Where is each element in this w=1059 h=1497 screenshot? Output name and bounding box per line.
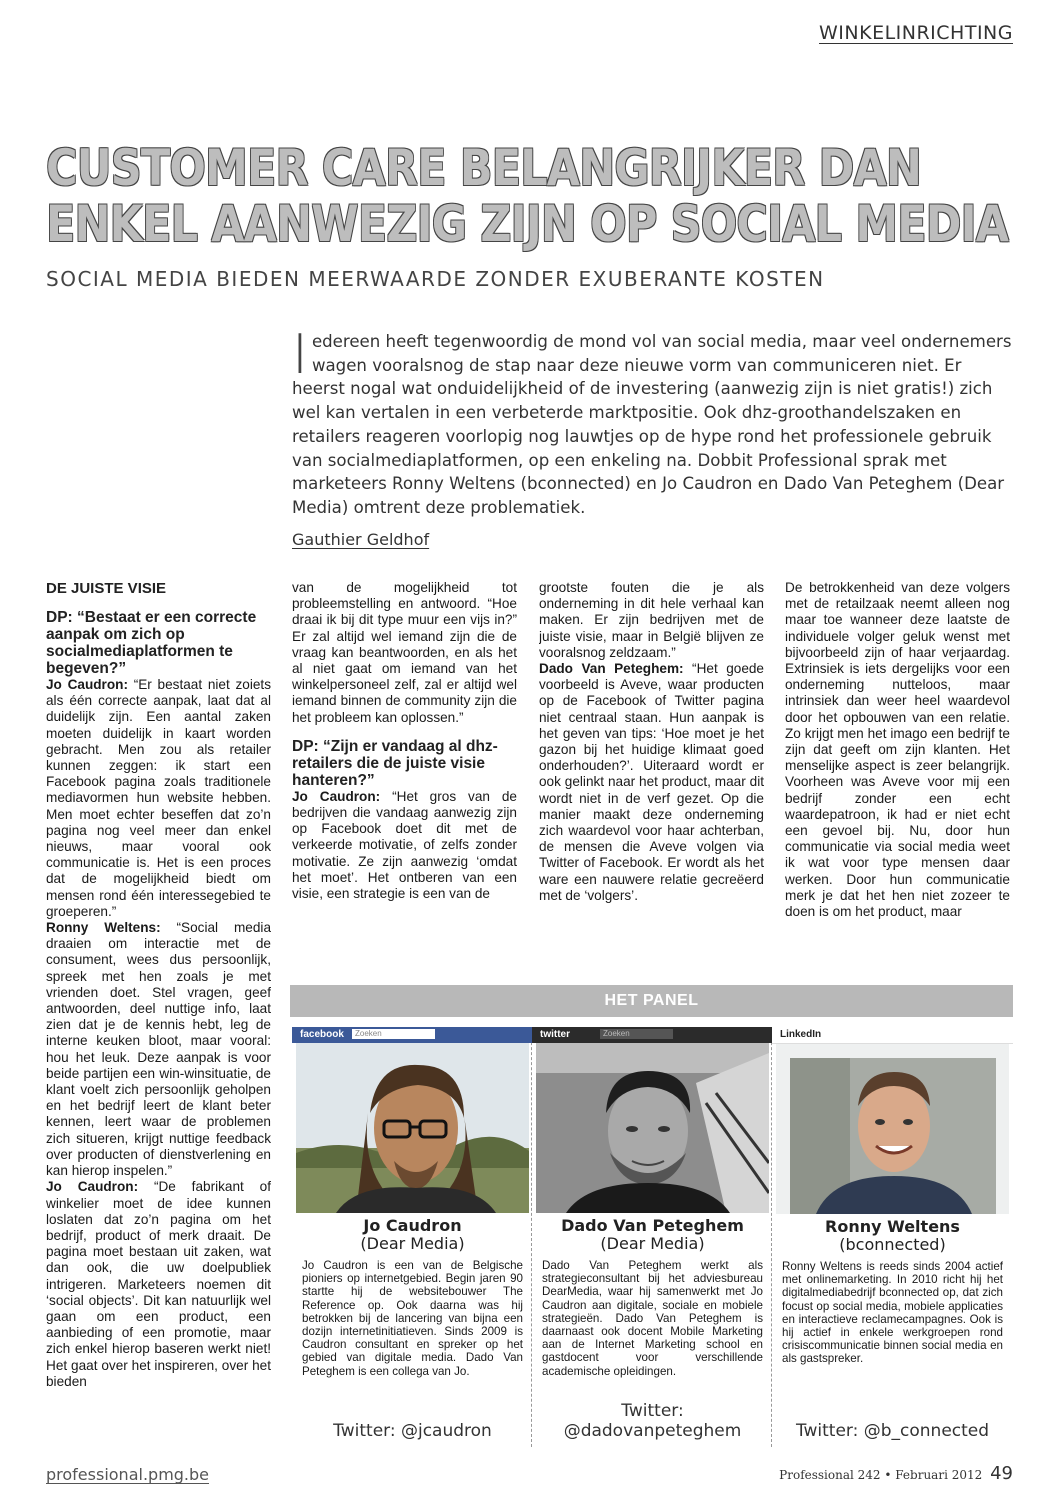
person-name: Dado Van Peteghem: [561, 1216, 744, 1235]
answer-paragraph: [292, 789, 517, 902]
facebook-bar: [292, 1027, 533, 1043]
person-bio: Jo Caudron is een van de Belgische pioniers op internetgebied. Begin jaren 90 startte hij de websitebouwer The Reference op. Ook daarna was hij betrokken bij de lancering van bijna een dozijn internetinitiatieven. Sinds 2009 is Caudron consultant en spreker op het gebied van digitale media. Dado Van Peteghem is een collega van Jo.: [302, 1259, 523, 1378]
answer-paragraph: [46, 1179, 271, 1390]
speaker-name: Jo Caudron:: [292, 788, 381, 804]
answer-text: “De fabrikant of winkelier moet de idee kunnen loslaten dat zo’n pagina om het bedrijf, product of merk draait. De pagina moet bestaan uit zaken, wat dan ook, die uw doelpubliek intrigeren. Marketeers noemen dit ‘social objects’. Dit kan natuurlijk wel gaan om een product, een aanbieding of een promotie, maar zich enkel hierop baseren werkt niet! Het gaat over het inspireren, over het bieden: [46, 1179, 271, 1389]
answer-text: “Er bestaat niet zoiets als één correcte aanpak, laat dat al duidelijk zijn. Een aantal zaken moeten duidelijk in kaart worden gebracht. Men zou als retailer kunnen zeggen: ik start een Facebook pagina zoals traditionele mediavormen hun website hebben. Men moet echter beseffen dat zo’n pagina nog veel meer dan enkel nieuws, maar vooral ook communicatie is. Het is een proces dat de mogelijkheid biedt om mensen rond één interessegebied te groeperen.”: [46, 677, 271, 919]
issue-info: Professional 242 • Februari 2012: [779, 1468, 983, 1482]
body-column-4: [785, 580, 1010, 970]
person-name: Jo Caudron: [363, 1216, 462, 1235]
twitter-handle: Twitter: @dadovanpeteghem: [563, 1401, 742, 1441]
portrait-photo-jo-caudron: [296, 1043, 529, 1213]
article-title-line-2: ENKEL AANWEZIG ZIJN OP SOCIAL MEDIA: [46, 195, 1009, 253]
person-org: (Dear Media): [360, 1234, 465, 1253]
speaker-name: Jo Caudron:: [46, 1179, 139, 1195]
body-paragraph: grootste fouten die je als onderneming in dit hele verhaal kan maken. Er zijn bedrijven met de juiste visie, maar in België blijven ze vooralsnog zeldzaam.”: [539, 580, 764, 660]
twitter-handle: Twitter: @jcaudron: [333, 1421, 492, 1441]
answer-paragraph: [46, 920, 271, 1179]
panel-card-dado-van-peteghem: [532, 1027, 773, 1447]
body-column-1: [46, 580, 271, 1450]
panel-title: HET PANEL: [290, 985, 1013, 1017]
body-paragraph: van de mogelijkheid tot probleemstelling en antwoord. “Hoe draai ik bij dit type muur een vijs in?” Er zal altijd wel iemand zijn die de vraag kan beantwoorden, en als het al niet gaat om iemand van het winkelpersoneel zelf, zal er altijd wel iemand binnen de community zijn die het probleem kan oplossen.”: [292, 580, 517, 725]
footer-website[interactable]: professional.pmg.be: [46, 1465, 210, 1484]
person-name: Ronny Weltens: [825, 1217, 960, 1236]
twitter-bar: [532, 1027, 773, 1043]
article-title: [46, 139, 1009, 253]
speaker-name: Jo Caudron:: [46, 677, 128, 692]
intro-dropcap: I: [292, 323, 308, 386]
question-1: DP: “Bestaat er een correcte aanpak om zich op socialmediaplatformen te begeven?”: [46, 609, 257, 677]
twitter-search-box: Zoeken: [600, 1029, 673, 1039]
article-title-line-1: CUSTOMER CARE BELANGRIJKER DAN: [46, 139, 922, 197]
portrait-photo-ronny-weltens: [776, 1044, 1009, 1214]
answer-text: “Het goede voorbeeld is Aveve, waar producten op de Facebook of Twitter pagina niet centraal staan. Hun aanpak is het geven van tips: ‘Hoe moet je het gazon bij het huidige klimaat goed onderhouden?’. Uiteraard wordt er ook gelinkt naar het product, maar dit wordt niet in de verf gezet. Op die manier maakt deze onderneming zich waardevol voor haar achterban, de mensen die Aveve volgen via Twitter of Facebook. Er wordt als het ware een nauwere relatie gecreëerd met de ‘volgers’.: [539, 661, 764, 903]
body-column-2: [292, 580, 517, 970]
article-intro: [292, 323, 1014, 520]
panel-card-ronny-weltens: [772, 1027, 1013, 1447]
panel-person-name: [532, 1217, 773, 1253]
answer-text: “Social media draaien om interactie met de consument, wees dus persoonlijk, spreek met hen zoals je met vrienden doet. Stel vragen, geef antwoorden, deel nuttige info, laat zien dat je de kennis hebt, leg de interne keuken bloot, maar vooral: hou het leuk. Deze aanpak is voor beide partijen een win-winsituatie, de klant voelt zich persoonlijk geholpen en het bedrijf leert de klant beter kennen, leert waar de problemen zich situeren, krijgt nuttige feedback over producten of dienstverlening en kan hierop inspelen.”: [46, 920, 271, 1179]
article-subtitle: SOCIAL MEDIA BIEDEN MEERWAARDE ZONDER EXUBERANTE KOSTEN: [46, 267, 825, 291]
panel-box: [290, 985, 1013, 1447]
page-number: 49: [990, 1463, 1013, 1484]
panel-person-name: [292, 1217, 533, 1253]
panel-person-name: [772, 1218, 1013, 1254]
facebook-search-box: Zoeken: [352, 1029, 435, 1039]
section-label: WINKELINRICHTING: [819, 22, 1013, 44]
twitter-logo: twitter: [540, 1029, 570, 1040]
twitter-handle: Twitter: @b_connected: [795, 1421, 990, 1441]
person-org: (Dear Media): [600, 1234, 705, 1253]
answer-paragraph: [539, 661, 764, 904]
intro-text: edereen heeft tegenwoordig de mond vol van social media, maar veel ondernemers wagen vooralsnog de stap naar deze nieuwe vorm van communiceren niet. Er heerst nogal wat onduidelijkheid of de investering (aanwezig zijn is niet gratis!) zich wel kan vertalen in een verbeterde marktpositie. Ook dhz-groothandelszaken en retailers reageren voorlopig nog lauwtjes op de hype rond het professionele gebruik van socialmediaplatformen, op een enkeling na. Dobbit Professional sprak met marketeers Ronny Weltens (bconnected) en Jo Caudron en Dado Van Peteghem (Dear Media) omtrent deze problematiek.: [292, 332, 1012, 517]
answer-paragraph: [46, 677, 271, 920]
facebook-logo: facebook: [300, 1029, 344, 1040]
article-author: Gauthier Geldhof: [292, 530, 430, 549]
footer-issue: [779, 1463, 1013, 1484]
speaker-name: Dado Van Peteghem:: [539, 661, 684, 677]
linkedin-bar: [772, 1027, 1013, 1044]
section-heading: DE JUISTE VISIE: [46, 580, 167, 597]
portrait-photo-dado-van-peteghem: [536, 1043, 769, 1213]
linkedin-logo: LinkedIn: [780, 1029, 822, 1040]
person-org: (bconnected): [839, 1235, 946, 1254]
person-bio: Dado Van Peteghem werkt als strategieconsultant bij het adviesbureau DearMedia, waar hij samenwerkt met Jo Caudron aan digitale, sociale en mobiele strategieën. Dado Van Peteghem is daarnaast ook docent Mobile Marketing aan de Internet Marketing school en gastdocent voor verschillende academische opleidingen.: [542, 1259, 763, 1378]
body-column-3: [539, 580, 764, 970]
person-bio: Ronny Weltens is reeds sinds 2004 actief met onlinemarketing. In 2010 richt hij het digitalmediabedrijf bconnected op, dat zich focust op social media, mobiele applicaties en interactieve reclamecampagnes. Ook is hij actief in enkele werkgroepen rond crisiscommunicatie binnen social media en als gastspreker.: [782, 1260, 1003, 1366]
question-2: DP: “Zijn er vandaag al dhz-retailers die de juiste visie hanteren?”: [292, 737, 498, 789]
body-paragraph: De betrokkenheid van deze volgers met de retailzaak neemt alleen nog maar toe wanneer deze laatste de individuele volger geluk wenst met bijvoorbeeld zijn of haar verjaardag. Extrinsiek is iets dergelijks voor een onderneming nutteloos, maar intrinsiek dan weer heel waardevol door het opbouwen van een relatie. Zo krijgt men het imago een bedrijf te zijn dat geeft om zijn klanten. Het menselijke aspect is zeer belangrijk. Voorheen was Aveve voor mij een bedrijf zonder een echt waardepatroon, ik had er niet echt een gevoel bij. Nu, door hun communicatie via social media weet ik wat voor type mensen daar werken. Door hun communicatie merk je dat het hen niet zozeer te doen is om het product, maar: [785, 580, 1010, 920]
speaker-name: Ronny Weltens:: [46, 920, 161, 936]
panel-card-jo-caudron: [292, 1027, 533, 1447]
answer-text: “Het gros van de bedrijven die vandaag aanwezig zijn op Facebook doet dit met de verkeerde motivatie, of zelfs zonder motivatie. Ze zijn aanwezig ‘omdat het moet’. Het ontberen van een visie, een strategie is een van de: [292, 788, 517, 902]
